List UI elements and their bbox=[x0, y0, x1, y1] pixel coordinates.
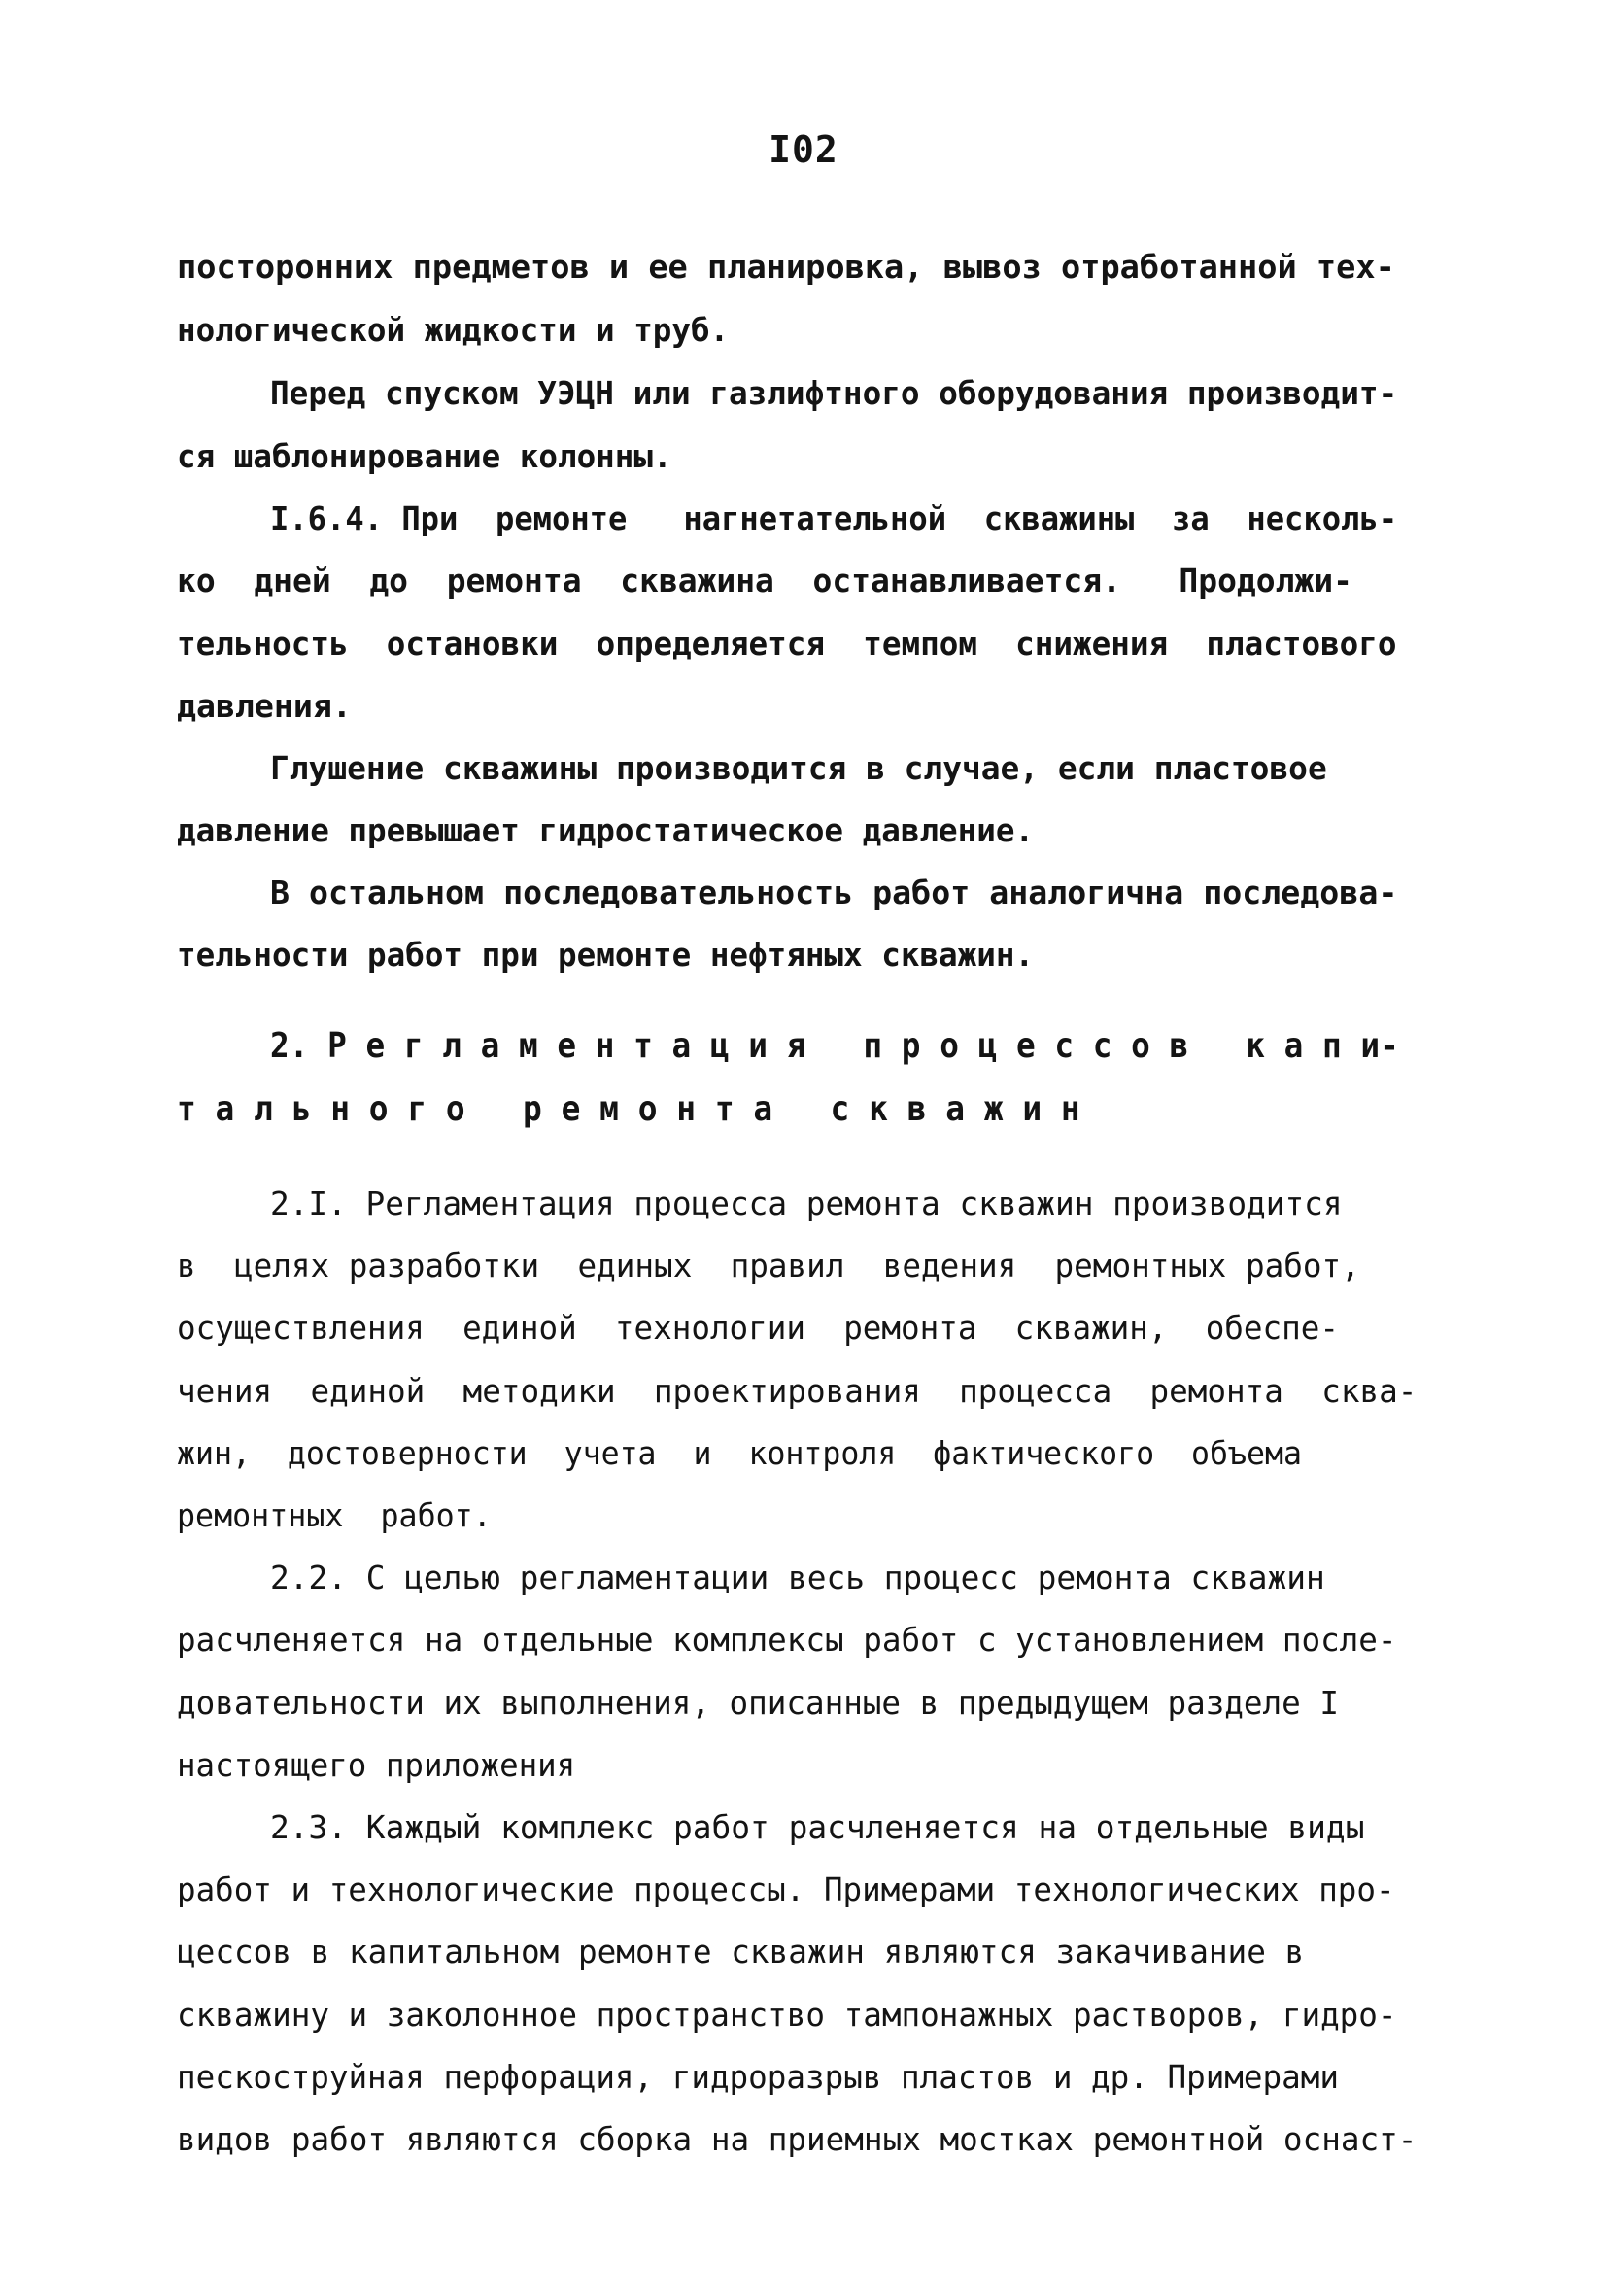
text-line: жин, достоверности учета и контроля фактического объема bbox=[177, 1434, 1302, 1472]
text-line: скважину и заколонное пространство тампонажных растворов, гидро- bbox=[177, 1996, 1397, 2034]
text-line: осуществления единой технологии ремонта скважин, обеспе- bbox=[177, 1309, 1339, 1347]
text-line: Перед спуском УЭЦН или газлифтного оборудования производит- bbox=[270, 374, 1398, 412]
text-line: работ и технологические процессы. Примерами технологических про- bbox=[177, 1870, 1395, 1908]
text-line: цессов в капитальном ремонте скважин являются закачивание в bbox=[177, 1933, 1305, 1970]
text-line: давления. bbox=[177, 687, 352, 725]
text-line: расчленяется на отдельные комплексы работ с установлением после- bbox=[177, 1621, 1397, 1659]
text-line: пескоструйная перфорация, гидроразрыв пластов и др. Примерами bbox=[177, 2058, 1339, 2096]
text-line: Глушение скважины производится в случае, если пластовое bbox=[270, 749, 1327, 787]
section-heading: 2. Р е г л а м е н т а ц и я п р о ц е с с о в к а п и- bbox=[270, 1026, 1399, 1066]
text-line: настоящего приложения bbox=[177, 1746, 576, 1784]
text-line: в целях разработки единых правил ведения ремонтных работ, bbox=[177, 1247, 1360, 1285]
page-number: I02 bbox=[769, 128, 838, 171]
text-line: давление превышает гидростатическое давление. bbox=[177, 811, 1035, 849]
text-line: 2.2. С целью регламентации весь процесс ремонта скважин bbox=[270, 1559, 1325, 1596]
text-line: 2.I. Регламентация процесса ремонта скважин производится bbox=[270, 1184, 1343, 1222]
text-line: ко дней до ремонта скважина останавливается. Продолжи- bbox=[177, 562, 1352, 600]
text-line: ся шаблонирование колонны. bbox=[177, 437, 672, 475]
text-line: нологической жидкости и труб. bbox=[177, 311, 730, 349]
text-line: посторонних предметов и ее планировка, вывоз отработанной тех- bbox=[177, 248, 1395, 286]
text-line: 2.3. Каждый комплекс работ расчленяется на отдельные виды bbox=[270, 1808, 1365, 1846]
text-line: видов работ являются сборка на приемных мостках ремонтной оснаст- bbox=[177, 2120, 1418, 2158]
text-line: тельность остановки определяется темпом снижения пластового bbox=[177, 625, 1397, 663]
section-heading: т а л ь н о г о р е м о н т а с к в а ж и н bbox=[177, 1089, 1080, 1129]
text-line: тельности работ при ремонте нефтяных скважин. bbox=[177, 936, 1035, 974]
text-line: ремонтных работ. bbox=[177, 1496, 492, 1534]
text-line: довательности их выполнения, описанные в предыдущем разделе I bbox=[177, 1684, 1339, 1722]
text-line: I.6.4. При ремонте нагнетательной скважины за несколь- bbox=[270, 499, 1398, 537]
text-line: чения единой методики проектирования процесса ремонта сква- bbox=[177, 1372, 1418, 1410]
text-line: В остальном последовательность работ аналогична последова- bbox=[270, 874, 1398, 911]
